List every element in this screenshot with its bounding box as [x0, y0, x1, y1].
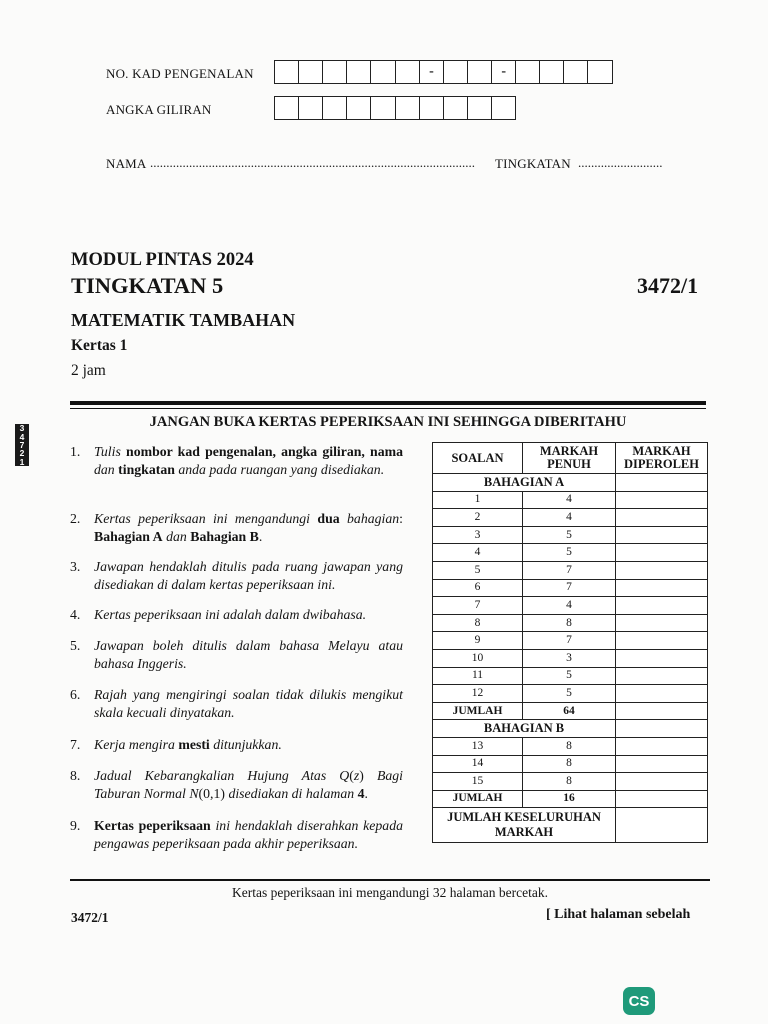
question-number: 1 — [433, 491, 523, 509]
index-digit-box[interactable] — [346, 96, 372, 120]
marks-cell[interactable] — [616, 474, 708, 492]
ic-digit-box[interactable] — [443, 60, 469, 84]
name-label: NAMA — [106, 156, 147, 171]
table-row — [433, 597, 708, 615]
marks-obtained-cell[interactable] — [616, 702, 708, 720]
instruction-7: 7. Kerja mengira mesti ditunjukkan. — [70, 737, 282, 752]
question-number: 4 — [433, 544, 523, 562]
full-marks: 8 — [523, 755, 616, 773]
ic-digit-box[interactable] — [467, 60, 493, 84]
question-number: 13 — [433, 737, 523, 755]
question-number: 8 — [433, 614, 523, 632]
marks-table — [432, 442, 708, 843]
marks-obtained-cell[interactable] — [616, 790, 708, 808]
index-number-boxes[interactable] — [274, 96, 516, 120]
marks-obtained-cell[interactable] — [616, 737, 708, 755]
ic-number-boxes[interactable] — [274, 60, 613, 84]
index-digit-box[interactable] — [467, 96, 493, 120]
total-label: JUMLAH — [433, 790, 523, 808]
marks-obtained-cell[interactable] — [616, 526, 708, 544]
instruction-2: 2. Kertas peperiksaan ini mengandungi dua bahagian: Bahagian A dan Bahagian B. — [70, 511, 403, 544]
paper-number: Kertas 1 — [71, 337, 128, 354]
header-full-marks: MARKAH PENUH — [523, 443, 616, 474]
total-row — [433, 702, 708, 720]
side-code-tab — [15, 424, 29, 466]
full-marks: 4 — [523, 491, 616, 509]
full-marks: 8 — [523, 614, 616, 632]
form-field[interactable]: .......................... — [578, 155, 663, 170]
full-marks: 16 — [523, 790, 616, 808]
marks-obtained-cell[interactable] — [616, 755, 708, 773]
table-row — [433, 649, 708, 667]
table-row — [433, 579, 708, 597]
full-marks: 4 — [523, 597, 616, 615]
table-row — [433, 544, 708, 562]
form-title: TINGKATAN 5 — [71, 273, 224, 298]
marks-obtained-cell[interactable] — [616, 685, 708, 703]
ic-digit-box[interactable]: - — [419, 60, 445, 84]
page-count-note: Kertas peperiksaan ini mengandungi 32 halaman bercetak. — [231, 885, 548, 900]
question-number: 15 — [433, 773, 523, 791]
marks-obtained-cell[interactable] — [616, 491, 708, 509]
index-digit-box[interactable] — [322, 96, 348, 120]
full-marks: 5 — [523, 667, 616, 685]
side-tab-digit: 3 — [19, 423, 25, 434]
subject-title: MATEMATIK TAMBAHAN — [71, 310, 296, 330]
footer-code: 3472/1 — [71, 910, 109, 925]
full-marks: 7 — [523, 561, 616, 579]
full-marks: 5 — [523, 526, 616, 544]
next-page-note: [ Lihat halaman sebelah — [546, 907, 691, 922]
question-number: 2 — [433, 509, 523, 527]
instruction-8: 8. Jadual Kebarangkalian Hujung Atas Q(z) Bagi Taburan Normal N(0,1) disediakan di halaman 4. — [70, 768, 404, 801]
full-marks: 8 — [523, 773, 616, 791]
marks-cell[interactable] — [616, 720, 708, 738]
table-row — [433, 561, 708, 579]
full-marks: 8 — [523, 737, 616, 755]
index-digit-box[interactable] — [419, 96, 445, 120]
instruction-4: 4. Kertas peperiksaan ini adalah dalam dwibahasa. — [70, 607, 367, 622]
question-number: 9 — [433, 632, 523, 650]
duration: 2 jam — [71, 362, 106, 379]
table-row — [433, 667, 708, 685]
marks-obtained-cell[interactable] — [616, 773, 708, 791]
table-row — [433, 737, 708, 755]
ic-digit-box[interactable] — [395, 60, 421, 84]
marks-obtained-cell[interactable] — [616, 667, 708, 685]
instruction-1: 1. Tulis nombor kad pengenalan, angka giliran, nama dan tingkatan anda pada ruangan yang disediakan. — [70, 444, 403, 477]
name-field[interactable]: .................................................................................................... — [150, 155, 475, 170]
index-digit-box[interactable] — [491, 96, 517, 120]
marks-obtained-cell[interactable] — [616, 561, 708, 579]
table-row — [433, 491, 708, 509]
bottom-rule — [70, 879, 710, 881]
module-title: MODUL PINTAS 2024 — [71, 250, 254, 270]
table-row — [433, 509, 708, 527]
form-label: TINGKATAN — [495, 156, 571, 171]
instruction-5: 5. Jawapan boleh ditulis dalam bahasa Melayu atau bahasa Inggeris. — [70, 638, 403, 671]
section-header: BAHAGIAN A — [433, 474, 616, 492]
full-marks: 5 — [523, 544, 616, 562]
ic-digit-box[interactable] — [322, 60, 348, 84]
side-tab-digit: 1 — [19, 456, 25, 467]
marks-obtained-cell[interactable] — [616, 597, 708, 615]
top-rule — [70, 401, 706, 405]
side-tab-digit: 4 — [19, 431, 25, 442]
ic-digit-box[interactable] — [515, 60, 541, 84]
full-marks: 7 — [523, 579, 616, 597]
grand-total-label: JUMLAH KESELURUHAN MARKAH — [433, 808, 616, 843]
index-label: ANGKA GILIRAN — [106, 102, 212, 117]
camscanner-badge: CS — [623, 987, 655, 1015]
question-number: 5 — [433, 561, 523, 579]
full-marks: 3 — [523, 649, 616, 667]
marks-obtained-cell[interactable] — [616, 579, 708, 597]
index-digit-box[interactable] — [370, 96, 396, 120]
index-digit-box[interactable] — [395, 96, 421, 120]
ic-digit-box[interactable] — [274, 60, 300, 84]
instruction-9: 9. Kertas peperiksaan ini hendaklah diserahkan kepada pengawas peperiksaan pada akhir peperiksaan. — [70, 818, 403, 851]
full-marks: 4 — [523, 509, 616, 527]
side-tab-digit: 7 — [19, 439, 25, 450]
ic-digit-box[interactable] — [370, 60, 396, 84]
ic-digit-box[interactable]: - — [491, 60, 517, 84]
question-number: 11 — [433, 667, 523, 685]
table-row — [433, 773, 708, 791]
top-rule-thin — [70, 408, 706, 409]
marks-obtained-cell[interactable] — [616, 614, 708, 632]
ic-digit-box[interactable] — [539, 60, 565, 84]
grand-total-cell[interactable] — [616, 808, 708, 843]
marks-obtained-cell[interactable] — [616, 509, 708, 527]
question-number: 12 — [433, 685, 523, 703]
full-marks: 64 — [523, 702, 616, 720]
question-number: 3 — [433, 526, 523, 544]
instruction-3: 3. Jawapan hendaklah ditulis pada ruang jawapan yang disediakan di dalam kertas peperiksaan ini. — [70, 559, 403, 592]
question-number: 14 — [433, 755, 523, 773]
side-tab-digit: 2 — [19, 448, 25, 459]
full-marks: 5 — [523, 685, 616, 703]
header-marks-obtained: MARKAH DIPEROLEH — [616, 443, 708, 474]
ic-label: NO. KAD PENGENALAN — [106, 66, 254, 81]
table-row — [433, 526, 708, 544]
marks-obtained-cell[interactable] — [616, 649, 708, 667]
question-number: 10 — [433, 649, 523, 667]
marks-obtained-cell[interactable] — [616, 544, 708, 562]
index-digit-box[interactable] — [298, 96, 324, 120]
table-row — [433, 614, 708, 632]
section-header: BAHAGIAN B — [433, 720, 616, 738]
total-row — [433, 790, 708, 808]
table-row — [433, 632, 708, 650]
question-number: 6 — [433, 579, 523, 597]
index-digit-box[interactable] — [443, 96, 469, 120]
marks-obtained-cell[interactable] — [616, 632, 708, 650]
index-digit-box[interactable] — [274, 96, 300, 120]
ic-digit-box[interactable] — [563, 60, 589, 84]
paper-code: 3472/1 — [637, 273, 699, 298]
ic-digit-box[interactable] — [587, 60, 613, 84]
full-marks: 7 — [523, 632, 616, 650]
header-question: SOALAN — [433, 443, 523, 474]
warning-text: JANGAN BUKA KERTAS PEPERIKSAAN INI SEHINGGA DIBERITAHU — [149, 414, 627, 430]
question-number: 7 — [433, 597, 523, 615]
table-row — [433, 685, 708, 703]
instruction-6: 6. Rajah yang mengiringi soalan tidak dilukis mengikut skala kecuali dinyatakan. — [70, 687, 403, 720]
total-label: JUMLAH — [433, 702, 523, 720]
ic-digit-box[interactable] — [346, 60, 372, 84]
ic-digit-box[interactable] — [298, 60, 324, 84]
table-row — [433, 755, 708, 773]
